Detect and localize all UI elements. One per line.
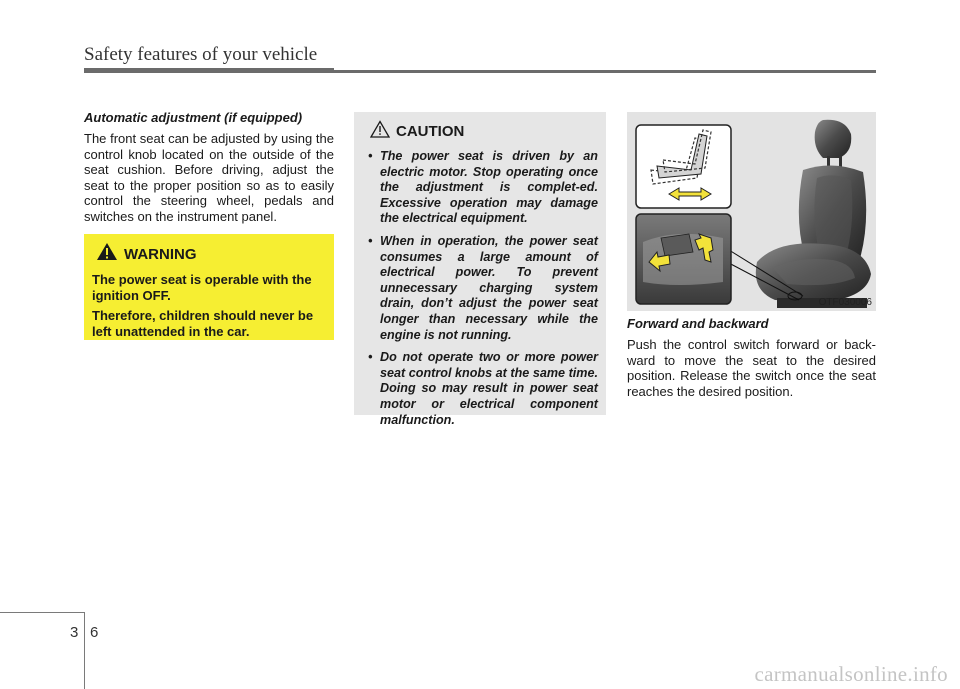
caution-box (354, 112, 606, 427)
warning-title: WARNING (124, 245, 197, 263)
intro-column (84, 110, 334, 224)
page-corner-rule-vertical (84, 612, 85, 689)
warning-box (84, 234, 334, 340)
caution-item-3: • Do not operate two or more power seat control knobs at the same time. Doing so may result in power seat motor or electrical component malfunction. (368, 350, 598, 427)
forward-backward-body: Push the control switch forward or back-ward to move the seat to the desired position. Release the switch once the seat reaches the desired position. (627, 337, 876, 399)
forward-backward-subhead: Forward and backward (627, 316, 769, 331)
caution-title: CAUTION (396, 123, 465, 140)
caution-item-1: • The power seat is driven by an electric motor. Stop operating once the adjustment is complet-ed. Excessive operation may damage the electrical equipment. (368, 149, 598, 226)
warning-line-2: Therefore, children should never be left unattended in the car. (92, 308, 314, 339)
header-rule (84, 70, 876, 73)
forward-backward-column (627, 316, 876, 399)
section-title: Safety features of your vehicle (84, 44, 318, 65)
auto-adjust-subhead: Automatic adjustment (if equipped) (84, 110, 303, 125)
watermark: carmanualsonline.info (754, 662, 948, 686)
page-number: 6 (90, 624, 99, 641)
caution-item-2: • When in operation, the power seat consumes a large amount of electrical power. To prevent unnecessary charging system drain, don’t adjust the power seat longer than necessary while the engine is not running. (368, 233, 598, 342)
seat-figure (627, 112, 876, 311)
warning-triangle-icon (96, 242, 118, 266)
figure-code: OTF030006 (818, 297, 872, 308)
warning-line-1: The power seat is operable with the ignition OFF. (92, 272, 312, 303)
seat-illustration (627, 112, 876, 311)
page-corner-rule-horizontal (0, 612, 84, 613)
caution-triangle-icon (370, 120, 390, 143)
chapter-number: 3 (70, 624, 79, 641)
auto-adjust-body: The front seat can be adjusted by using the control knob located on the outside of the seat cushion. Before driving, adjust the seat to the proper position so as to easily control the steering wheel, pedals and switches on the instrument panel. (84, 131, 334, 224)
